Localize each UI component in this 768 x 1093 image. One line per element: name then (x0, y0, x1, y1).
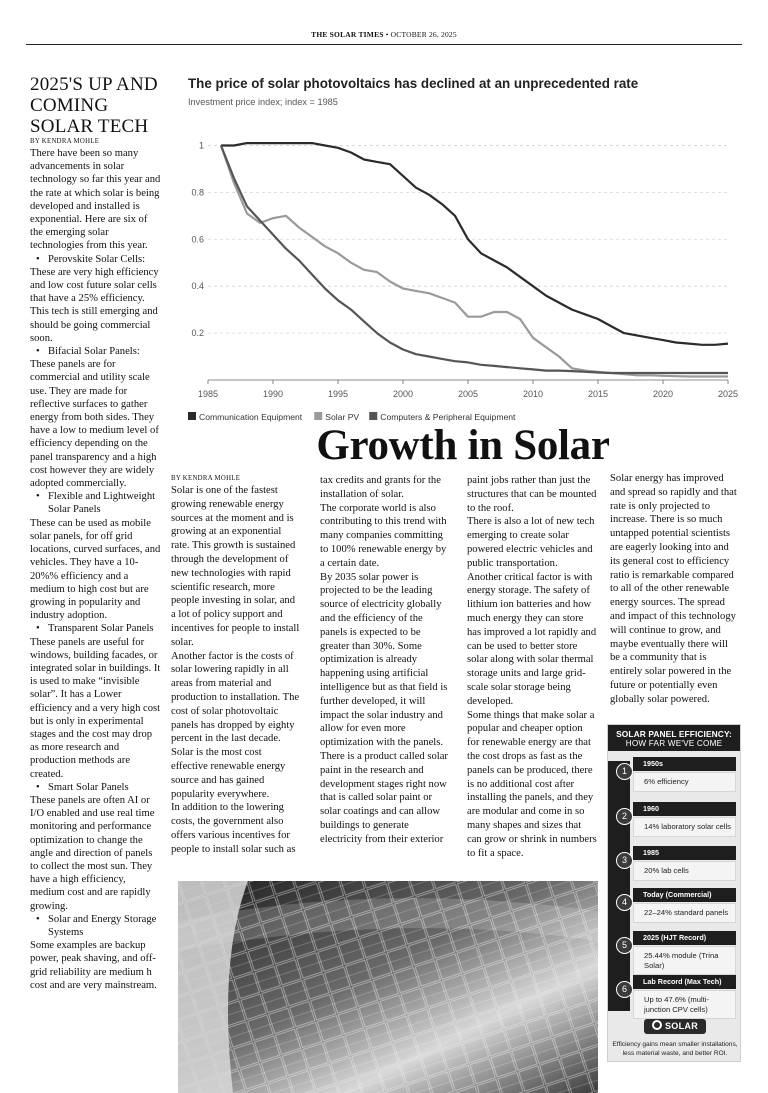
sidebar-item-text: These panels are for commercial and utility scale use. They are made for reflective surfaces to gather energy from both sides. They have a low to medium level of efficiency depending on the panel transparency and a high cost however they are widely adopted commercially. (30, 359, 159, 490)
timeline-rail (608, 761, 630, 1011)
article-column-1 (171, 474, 301, 857)
infographic-title: SOLAR PANEL EFFICIENCY: (616, 729, 732, 739)
sidebar-item-text: These panels are often AI or I/O enabled and use real time monitoring and performance optimization to change the angle and direction of panels to collect the most sun. They have a high efficiency, medium cost and are rapidly growing. (30, 794, 155, 912)
x-tick-label: 1985 (197, 389, 219, 399)
y-tick-label: 0.8 (191, 187, 204, 198)
legend-swatch (188, 412, 196, 420)
article-paragraph: Solar energy has improved and spread so rapidly and that rate is only projected to increase. There is so much untapped potential scientists are eagerly looking into and its general cost to efficiency ratio is remarkable compared to all of the other renewable energy sources. The spread and impact of this technology will continue to grow, and maybe eventually there will be a community that is entirely solar powered in the future or potentially even globally solar powered. (610, 473, 737, 705)
sidebar-item-text: These can be used as mobile solar panels, for off grid locations, curved surfaces, and vehicles. They have a 10-20%% efficiency and a medium to high cost but are growing in popularity and industry adoption. (30, 517, 161, 622)
step-label: Today (Commercial) (633, 888, 736, 902)
efficiency-step (616, 931, 736, 971)
sidebar-item-list (30, 253, 161, 992)
article-paragraph: Another factor is the costs of solar lowering rapidly in all areas from material and production to installation. The cost of solar photovoltaic panels has dropped by eighty percent in the last decade. Solar is the most cost effective renewable energy source and has gained popularity everywhere. (171, 650, 300, 800)
chart-subtitle: Investment price index; index = 1985 (188, 97, 338, 107)
step-label: 2025 (HJT Record) (633, 931, 736, 945)
sidebar-item-text: These are very high efficiency and low cost future solar cells that have a 25% efficiency. This tech is still emerging and should be going commercial soon. (30, 266, 159, 344)
x-tick-label: 2005 (457, 389, 479, 399)
masthead-separator: • (383, 30, 391, 39)
x-tick-label: 1995 (327, 389, 349, 399)
sidebar-item-heading: • Perovskite Solar Cells: (30, 253, 161, 266)
efficiency-infographic (607, 724, 741, 1062)
chart-title: The price of solar photovoltaics has declined at an unprecedented rate (188, 76, 639, 91)
sidebar-item-heading: • Solar and Energy Storage Systems (30, 913, 161, 939)
masthead (0, 30, 768, 39)
sidebar-intro: There have been so many advancements in solar technology so far this year and the rate at which solar is being developed and installed is exponential. Here are six of the emerging solar technologies from this year. (30, 148, 161, 252)
x-tick-label: 2020 (652, 389, 674, 399)
sidebar-item-heading: • Transparent Solar Panels (30, 622, 161, 635)
article-column-3 (467, 474, 597, 860)
article-column-4 (610, 472, 740, 707)
step-value: 22–24% standard panels (633, 903, 736, 923)
x-tick-label: 2010 (522, 389, 544, 399)
step-number-badge: 1 (616, 763, 633, 780)
article-paragraph: paint jobs rather than just the structures that can be mounted to the roof. (467, 475, 597, 514)
step-label: 1960 (633, 802, 736, 816)
logo-text: SOLAR (665, 1021, 698, 1031)
sidebar-byline: BY KENDRA MOHLE (30, 138, 100, 145)
step-value: 25.44% module (Trina Solar) (633, 946, 736, 975)
article-paragraph: By 2035 solar power is projected to be the leading source of electricity globally and the efficiency of the panels is expected to be greater than 30%. Some optimization is already happening using artificial intelligence but as that field is further developed, it will impact the solar industry and allow for even more optimization with the panels. There is a product called solar paint in the research and development stages right now that is called solar paint or solar coatings and can allow buildings to generate electricity from their exterior (320, 571, 448, 845)
efficiency-step (616, 802, 736, 842)
step-label: Lab Record (Max Tech) (633, 975, 736, 989)
efficiency-step (616, 757, 736, 797)
series-line-communication-equipment (221, 143, 728, 345)
solar-logo (644, 1019, 706, 1034)
step-value: Up to 47.6% (multi-junction CPV cells) (633, 990, 736, 1019)
sun-icon (652, 1020, 662, 1030)
y-tick-label: 1 (198, 140, 204, 151)
step-value: 14% laboratory solar cells (633, 817, 736, 837)
efficiency-step (616, 846, 736, 886)
x-tick-label: 2015 (587, 389, 609, 399)
sidebar-item-text: These panels are useful for windows, building facades, or integrated solar in buildings. It is used to make “invisible solar”. It has a Lower efficiency and a very high cost but is only in experimental stages and the cost may drop as more research and production methods are created. (30, 636, 161, 780)
legend-swatch (314, 412, 322, 420)
masthead-paper-name: THE SOLAR TIMES (311, 30, 384, 39)
infographic-header (608, 725, 740, 751)
step-label: 1950s (633, 757, 736, 771)
y-tick-label: 0.6 (191, 234, 204, 245)
article-paragraph: There is also a lot of new tech emerging to create solar powered electric vehicles and public transportation. (467, 516, 595, 569)
y-tick-label: 0.4 (191, 281, 204, 292)
article-paragraph: Some things that make solar a popular and cheaper option for renewable energy are that the cost drops as fast as the panels can be produced, there is no additional cost after installing the panels, and they are modular and come in so many shapes and sizes that can grow or shrink in numbers to fit a space. (467, 709, 597, 859)
article-paragraph: tax credits and grants for the installation of solar. (320, 475, 441, 500)
legend-label: Computers & Peripheral Equipment (380, 412, 516, 422)
legend-swatch (369, 412, 377, 420)
y-tick-label: 0.2 (191, 328, 204, 339)
step-number-badge: 6 (616, 981, 633, 998)
step-number-badge: 4 (616, 894, 633, 911)
article-paragraph: The corporate world is also contributing to this trend with many companies committing to 100% renewable energy by a certain date. (320, 502, 447, 569)
sidebar-item-heading: • Bifacial Solar Panels: (30, 345, 161, 358)
article-byline: BY KENDRA MOHLE (171, 475, 241, 482)
article-paragraph: Solar is one of the fastest growing renewable energy sources at the moment and is growing at an exponential rate. This growth is sustained through the development of new technologies with rapid scientific research, more people investing in solar, and a lot of policy support and incentives for people to install solar. (171, 485, 300, 648)
legend-label: Communication Equipment (199, 412, 303, 422)
infographic-subtitle: HOW FAR WE'VE COME (625, 739, 723, 748)
main-headline: Growth in Solar (316, 422, 610, 469)
x-tick-label: 1990 (262, 389, 284, 399)
step-number-badge: 3 (616, 852, 633, 869)
sidebar-item-heading: • Flexible and Lightweight Solar Panels (30, 490, 161, 516)
efficiency-step (616, 888, 736, 928)
legend-label: Solar PV (325, 412, 360, 422)
efficiency-step (616, 975, 736, 1015)
solar-panel-illustration (178, 881, 598, 1093)
step-number-badge: 2 (616, 808, 633, 825)
series-line-solar-pv (221, 146, 728, 377)
sidebar-item-text: Some examples are backup power, peak shaving, and off-grid reliability are medium h cost and are very mainstream. (30, 940, 157, 991)
x-tick-label: 2000 (392, 389, 414, 399)
solar-panel-photo (178, 881, 598, 1093)
masthead-date: OCTOBER 26, 2025 (390, 30, 457, 39)
masthead-rule (26, 44, 742, 45)
step-number-badge: 5 (616, 937, 633, 954)
x-tick-label: 2025 (717, 389, 739, 399)
step-value: 6% efficiency (633, 772, 736, 792)
price-index-chart (178, 72, 748, 432)
sidebar-item-heading: • Smart Solar Panels (30, 781, 161, 794)
step-label: 1985 (633, 846, 736, 860)
sidebar-title: 2025'S UP AND COMING SOLAR TECH (30, 74, 158, 137)
infographic-footnote: Efficiency gains mean smaller installations, less material waste, and better ROI. (612, 1041, 738, 1057)
sidebar-article (30, 74, 161, 992)
step-value: 20% lab cells (633, 861, 736, 881)
article-column-2 (320, 474, 450, 847)
article-paragraph: Another critical factor is with energy storage. The safety of lithium ion batteries and how much energy they can store has improved a lot rapidly and can be used to better store solar along with solar thermal storage units and large grid-scale solar storage being developed. (467, 571, 597, 707)
article-paragraph: In addition to the lowering costs, the government also offers various incentives for people to install solar such as (171, 802, 296, 855)
